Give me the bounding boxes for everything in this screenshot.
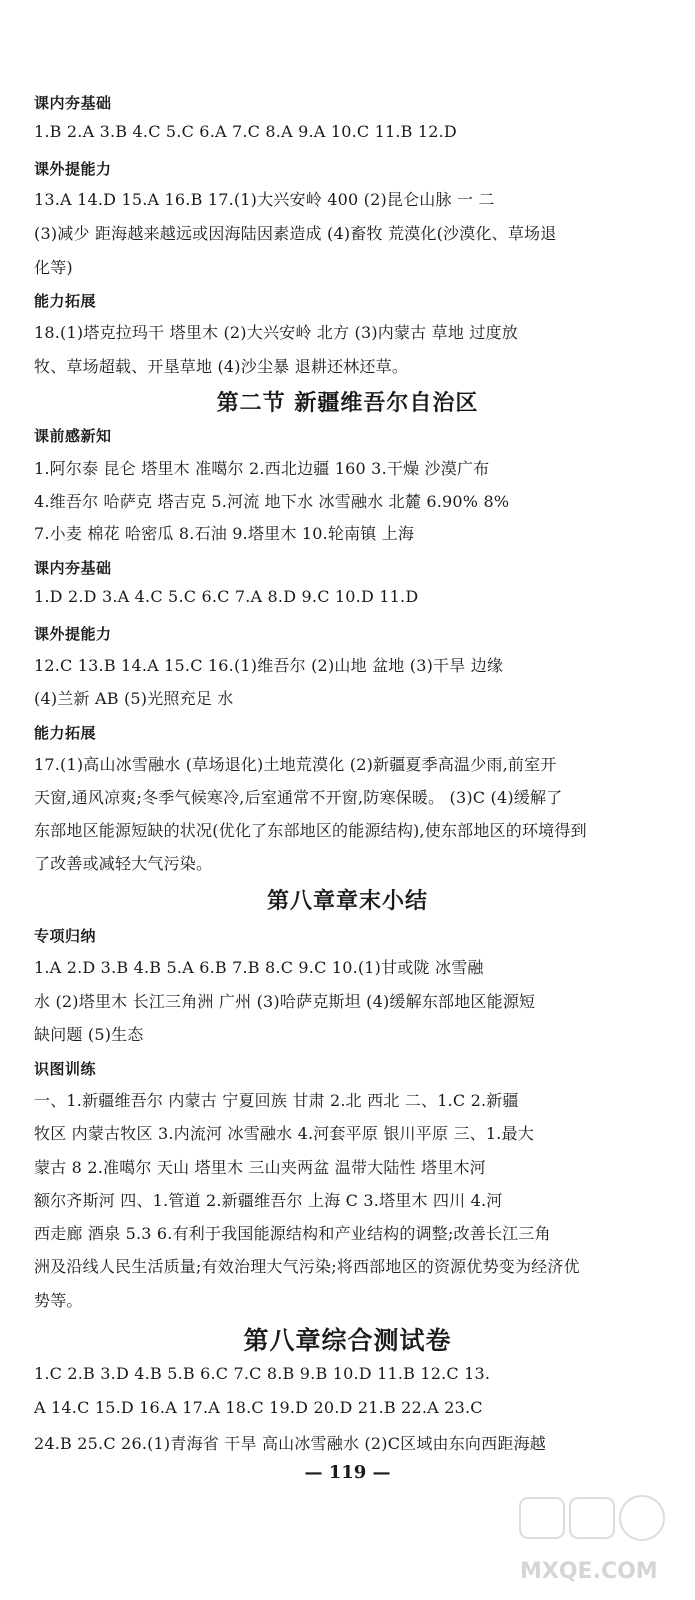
answer-line: A 14.C 15.D 16.A 17.A 18.C 19.D 20.D 21.B 22.A 23.C — [34, 1398, 483, 1417]
watermark-logo — [500, 1490, 680, 1590]
section-label: 课内夯基础 — [34, 559, 112, 577]
section-label: 能力拓展 — [34, 292, 97, 310]
answer-line: 1.B 2.A 3.B 4.C 5.C 6.A 7.C 8.A 9.A 10.C 11.B 12.D — [34, 122, 457, 141]
section-label: 课内夯基础 — [34, 94, 112, 112]
answer-line: (4)兰新 AB (5)光照充足 水 — [34, 689, 234, 708]
section-label: 课外提能力 — [34, 625, 112, 643]
page-number: — 119 — — [304, 1462, 391, 1483]
answer-line: 天窗,通风凉爽;冬季气候寒冷,后室通常不开窗,防寒保暖。 (3)C (4)缓解了 — [34, 788, 563, 807]
answer-line: 牧区 内蒙古牧区 3.内流河 冰雪融水 4.河套平原 银川平原 三、1.最大 — [34, 1124, 534, 1143]
answer-line: 势等。 — [34, 1291, 83, 1310]
answer-line: 化等) — [34, 258, 73, 277]
answer-line: 东部地区能源短缺的状况(优化了东部地区的能源结构),使东部地区的环境得到 — [34, 821, 587, 840]
answer-line: 13.A 14.D 15.A 16.B 17.(1)大兴安岭 400 (2)昆仑山脉 一 二 — [34, 190, 495, 209]
answer-line: 1.D 2.D 3.A 4.C 5.C 6.C 7.A 8.D 9.C 10.D 11.D — [34, 587, 419, 606]
section-label: 课前感新知 — [34, 427, 112, 445]
answer-line: 24.B 25.C 26.(1)青海省 干旱 高山冰雪融水 (2)C区域由东向西距海越 — [34, 1434, 546, 1453]
answer-line: 12.C 13.B 14.A 15.C 16.(1)维吾尔 (2)山地 盆地 (3)干旱 边缘 — [34, 656, 504, 675]
answer-line: 牧、草场超载、开垦草地 (4)沙尘暴 退耕还林还草。 — [34, 357, 409, 376]
section-label: 课外提能力 — [34, 160, 112, 178]
answer-line: 了改善或减轻大气污染。 — [34, 854, 213, 873]
section-heading: 第八章综合测试卷 — [243, 1326, 452, 1355]
answer-line: 一、1.新疆维吾尔 内蒙古 宁夏回族 甘肃 2.北 西北 二、1.C 2.新疆 — [34, 1091, 519, 1110]
answer-line: 蒙古 8 2.准噶尔 天山 塔里木 三山夹两盆 温带大陆性 塔里木河 — [34, 1158, 486, 1177]
answer-line: 1.C 2.B 3.D 4.B 5.B 6.C 7.C 8.B 9.B 10.D 11.B 12.C 13. — [34, 1364, 491, 1383]
answer-line: 4.维吾尔 哈萨克 塔吉克 5.河流 地下水 冰雪融水 北麓 6.90% 8% — [34, 492, 510, 511]
watermark-text: MXQE.COM — [520, 1559, 658, 1584]
section-label: 识图训练 — [34, 1060, 97, 1078]
answer-line: 西走廊 酒泉 5.3 6.有利于我国能源结构和产业结构的调整;改善长江三角 — [34, 1224, 551, 1243]
answer-line: 7.小麦 棉花 哈密瓜 8.石油 9.塔里木 10.轮南镇 上海 — [34, 524, 415, 543]
answer-line: 18.(1)塔克拉玛干 塔里木 (2)大兴安岭 北方 (3)内蒙古 草地 过度放 — [34, 323, 518, 342]
answer-line: 1.阿尔泰 昆仑 塔里木 准噶尔 2.西北边疆 160 3.干燥 沙漠广布 — [34, 459, 490, 478]
answer-line: 17.(1)高山冰雪融水 (草场退化)土地荒漠化 (2)新疆夏季高温少雨,前室开 — [34, 755, 557, 774]
answer-line: 1.A 2.D 3.B 4.B 5.A 6.B 7.B 8.C 9.C 10.(1)甘或陇 冰雪融 — [34, 958, 484, 977]
section-heading: 第二节 新疆维吾尔自治区 — [216, 391, 479, 416]
answer-line: 缺问题 (5)生态 — [34, 1025, 144, 1044]
section-label: 专项归纳 — [34, 927, 97, 945]
answer-line: 水 (2)塔里木 长江三角洲 广州 (3)哈萨克斯坦 (4)缓解东部地区能源短 — [34, 992, 536, 1011]
answer-line: (3)减少 距海越来越远或因海陆因素造成 (4)畜牧 荒漠化(沙漠化、草场退 — [34, 224, 557, 243]
answer-line: 洲及沿线人民生活质量;有效治理大气污染;将西部地区的资源优势变为经济优 — [34, 1257, 580, 1276]
section-label: 能力拓展 — [34, 724, 97, 742]
section-heading: 第八章章末小结 — [266, 889, 428, 914]
answer-line: 额尔齐斯河 四、1.管道 2.新疆维吾尔 上海 C 3.塔里木 四川 4.河 — [34, 1191, 503, 1210]
